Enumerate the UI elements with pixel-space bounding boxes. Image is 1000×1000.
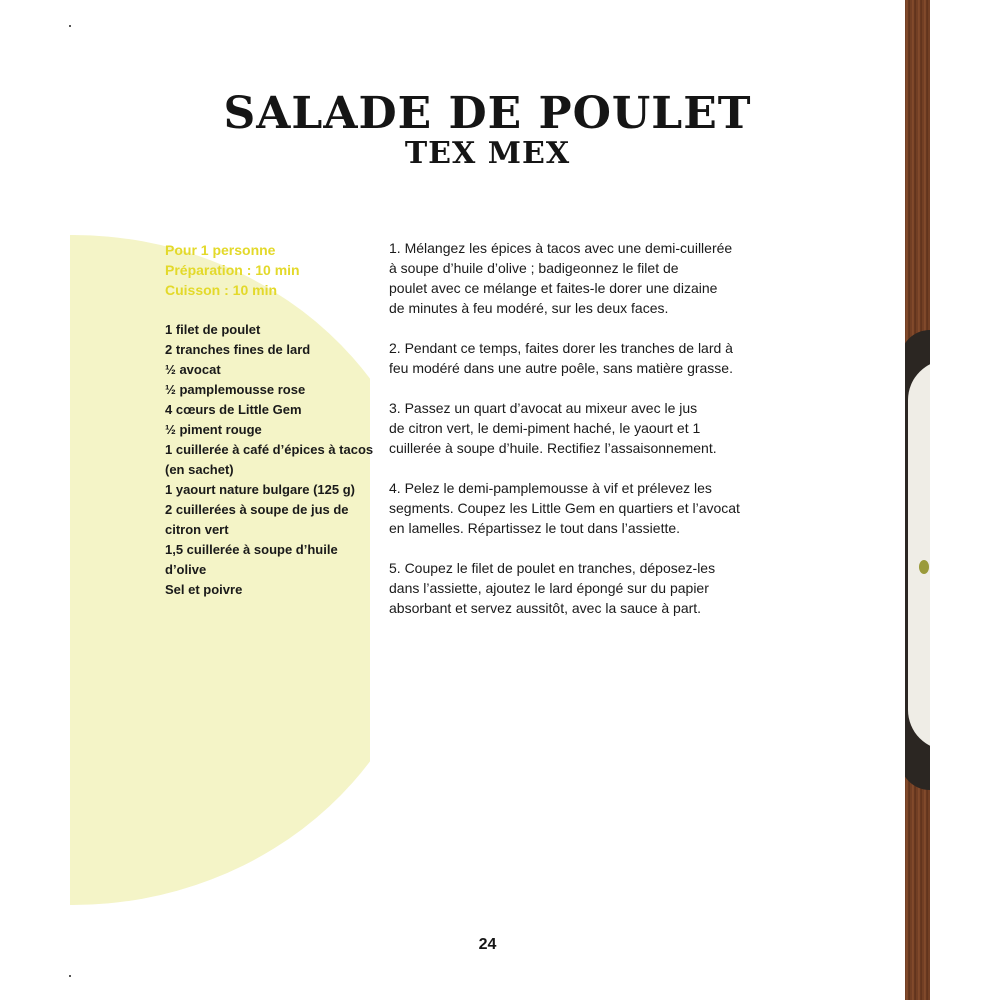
step-2: 2. Pendant ce temps, faites dorer les tranches de lard à feu modéré dans une autre poêle, sans matière grasse. xyxy=(389,340,733,376)
plate-inner xyxy=(908,360,930,750)
servings-label: Pour 1 personne xyxy=(165,242,276,258)
ingredient-item: 2 cuillerées à soupe de jus de citron vert xyxy=(165,502,349,537)
step-5: 5. Coupez le filet de poulet en tranches, déposez-les dans l’assiette, ajoutez le lard épongé sur du papier absorbant et servez aussitôt, avec la sauce à part. xyxy=(389,560,716,616)
recipe-title: SALADE DE POULET xyxy=(223,88,752,139)
recipe-steps xyxy=(389,238,789,638)
ingredient-item: 1 cuillerée à café d’épices à tacos (en sachet) xyxy=(165,442,374,477)
step-1: 1. Mélangez les épices à tacos avec une demi-cuillerée à soupe d’huile d’olive ; badigeonnez le filet de poulet avec ce mélange et faites-le dorer une dizaine de minutes à feu modéré, sur les deux faces. xyxy=(389,240,733,316)
recipe-meta xyxy=(165,240,365,300)
step-4: 4. Pelez le demi-pamplemousse à vif et prélevez les segments. Coupez les Little Gem en quartiers et l’avocat en lamelles. Répartissez le tout dans l’assiette. xyxy=(389,480,740,536)
step-3: 3. Passez un quart d’avocat au mixeur avec le jus de citron vert, le demi-piment haché, le yaourt et 1 cuillerée à soupe d’huile. Rectifiez l’assaisonnement. xyxy=(389,400,717,456)
preparation-time: Préparation : 10 min xyxy=(165,262,300,278)
ingredient-item: ½ piment rouge xyxy=(165,422,262,437)
ingredient-item: Sel et poivre xyxy=(165,582,243,597)
ingredient-item: 2 tranches fines de lard xyxy=(165,342,311,357)
ingredient-item: 1 filet de poulet xyxy=(165,322,261,337)
cooking-time: Cuisson : 10 min xyxy=(165,282,278,298)
recipe-subtitle: TEX MEX xyxy=(404,136,571,171)
ingredients-list xyxy=(165,320,375,600)
ingredient-item: ½ avocat xyxy=(165,362,221,377)
crop-mark-top xyxy=(69,25,71,27)
ingredient-item: 1,5 cuillerée à soupe d’huile d’olive xyxy=(165,542,338,577)
crop-mark-bottom xyxy=(69,975,71,977)
ingredient-item: ½ pamplemousse rose xyxy=(165,382,306,397)
garnish xyxy=(919,560,929,574)
ingredient-item: 4 cœurs de Little Gem xyxy=(165,402,302,417)
page-number: 24 xyxy=(478,936,497,953)
ingredient-item: 1 yaourt nature bulgare (125 g) xyxy=(165,482,355,497)
